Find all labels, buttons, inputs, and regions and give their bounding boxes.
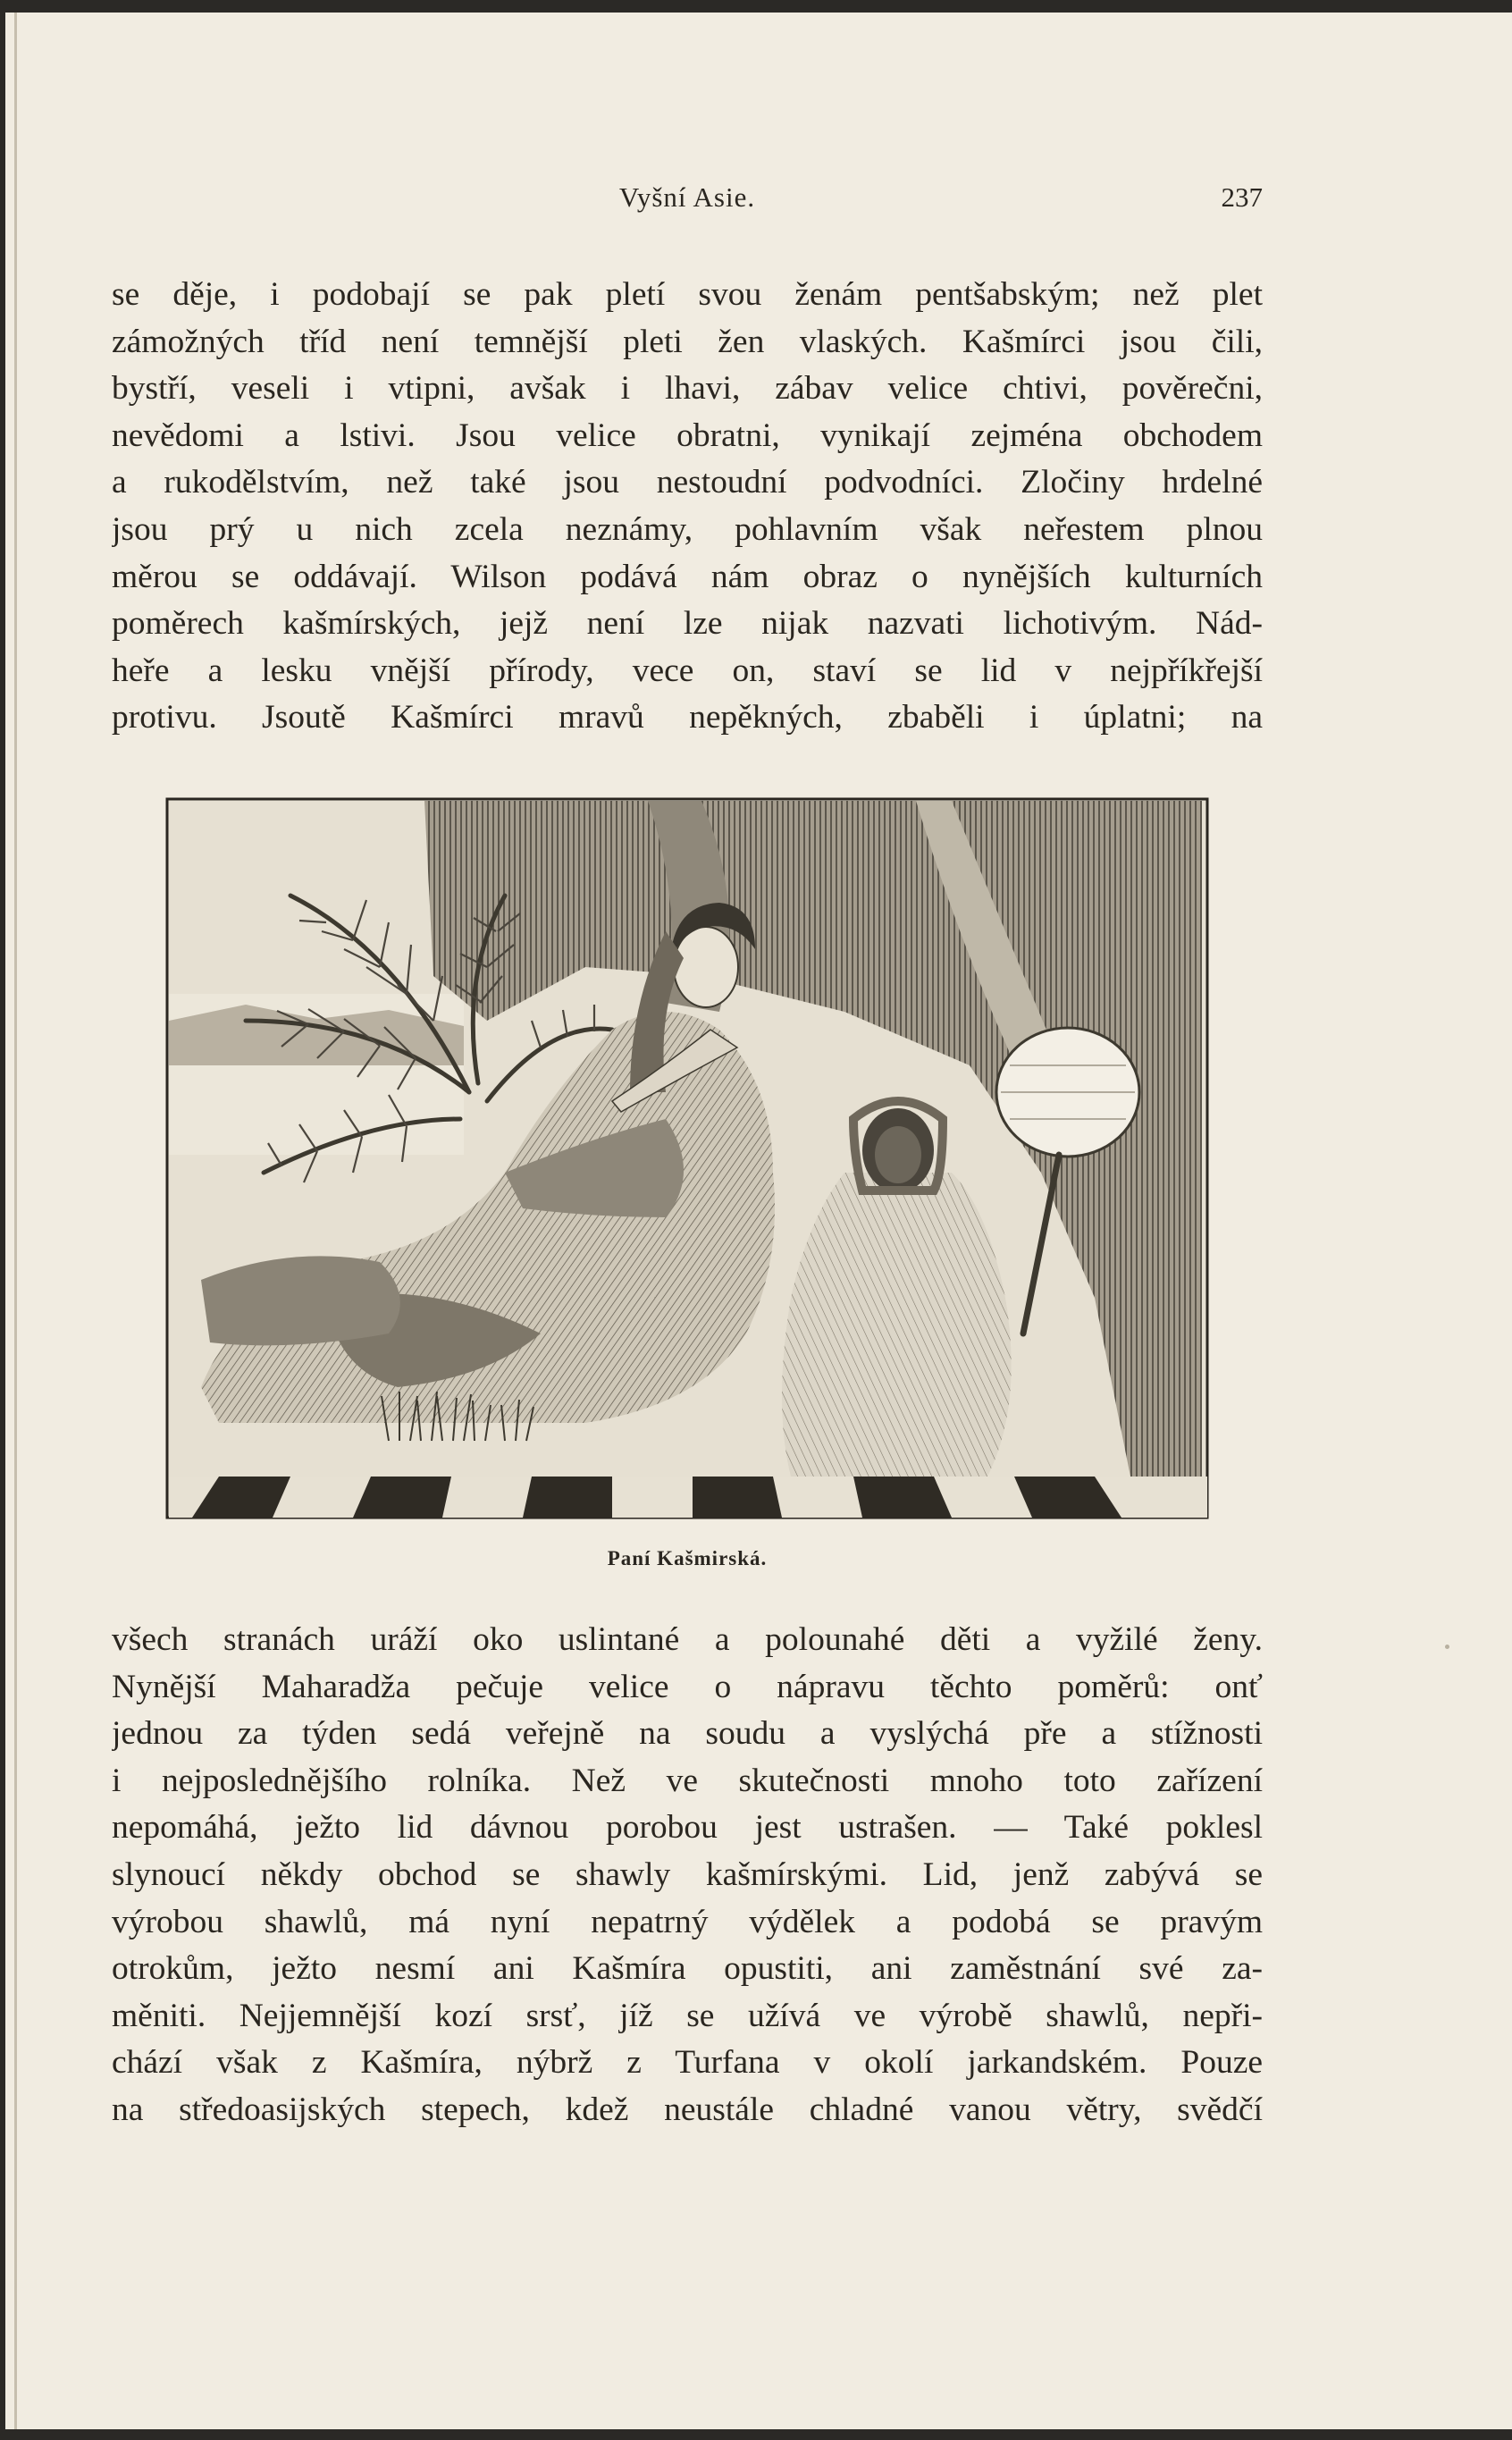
running-header bbox=[112, 181, 1263, 217]
text-line: výrobou shawlů, má nyní nepatrný výdělek a podobá se pravým bbox=[112, 1903, 1263, 1940]
figure-caption: Paní Kašmirská. bbox=[607, 1547, 768, 1569]
text-line: chází však z Kašmíra, nýbrž z Turfana v okolí jarkandském. Pouze bbox=[112, 2044, 1263, 2082]
text-line: měniti. Nejjemnější kozí srsť, jíž se užívá ve výrobě shawlů, nepři- bbox=[112, 1997, 1263, 2034]
text-line: otrokům, ježto nesmí ani Kašmíra opustiti, ani zaměstnání své za- bbox=[112, 1950, 1263, 1988]
engraving-illustration bbox=[165, 797, 1211, 1521]
text-line: protivu. Jsoutě Kašmírci mravů nepěkných, zbaběli i úplatni; na bbox=[112, 699, 1263, 736]
text-line: slynoucí někdy obchod se shawly kašmírskými. Lid, jenž zabývá se bbox=[112, 1855, 1263, 1893]
text-line: poměrech kašmírských, jejž není lze nijak nazvati lichotivým. Nád- bbox=[112, 605, 1263, 643]
text-line: bystří, veseli i vtipni, avšak i lhavi, zábav velice chtivi, pověrečni, bbox=[112, 370, 1263, 408]
text-line: se děje, i podobají se pak pletí svou ženám pentšabským; než plet bbox=[112, 276, 1263, 313]
text-line: na středoasijských stepech, kdež neustále chladné vanou větry, svědčí bbox=[112, 2091, 1263, 2128]
page-number: 237 bbox=[1221, 181, 1263, 213]
scan-speck bbox=[1445, 1645, 1449, 1649]
text-line: a rukodělstvím, než také jsou nestoudní podvodníci. Zločiny hrdelné bbox=[112, 464, 1263, 501]
text-line: zámožných tříd není temnější pleti žen vlaských. Kašmírci jsou čili, bbox=[112, 323, 1263, 360]
text-line: všech stranách uráží oko uslintané a polounahé děti a vyžilé ženy. bbox=[112, 1621, 1263, 1658]
text-line: heře a lesku vnější přírody, vece on, staví se lid v nejpříkřejší bbox=[112, 652, 1263, 689]
scan-border-left bbox=[0, 0, 5, 2440]
body-text-bottom bbox=[112, 1617, 1263, 2134]
scan-border-bottom bbox=[0, 2429, 1512, 2440]
text-line: jsou prý u nich zcela neznámy, pohlavním však neřestem plnou bbox=[112, 510, 1263, 548]
scan-border-top bbox=[0, 0, 1512, 13]
text-line: jednou za týden sedá veřejně na soudu a vyslýchá pře a stížnosti bbox=[112, 1715, 1263, 1753]
page-gutter bbox=[14, 13, 17, 2429]
text-line: i nejposlednějšího rolníka. Než ve skutečnosti mnoho toto zařízení bbox=[112, 1762, 1263, 1799]
text-line: Nynější Maharadža pečuje velice o nápravu těchto poměrů: onť bbox=[112, 1668, 1263, 1705]
text-line: nepomáhá, ježto lid dávnou porobou jest ustrašen. — Také poklesl bbox=[112, 1809, 1263, 1847]
body-text-top bbox=[112, 272, 1263, 742]
text-line: nevědomi a lstivi. Jsou velice obratni, vynikají zejména obchodem bbox=[112, 416, 1263, 454]
text-line: měrou se oddávají. Wilson podává nám obraz o nynějších kulturních bbox=[112, 558, 1263, 595]
running-title: Vyšní Asie. bbox=[618, 181, 756, 213]
